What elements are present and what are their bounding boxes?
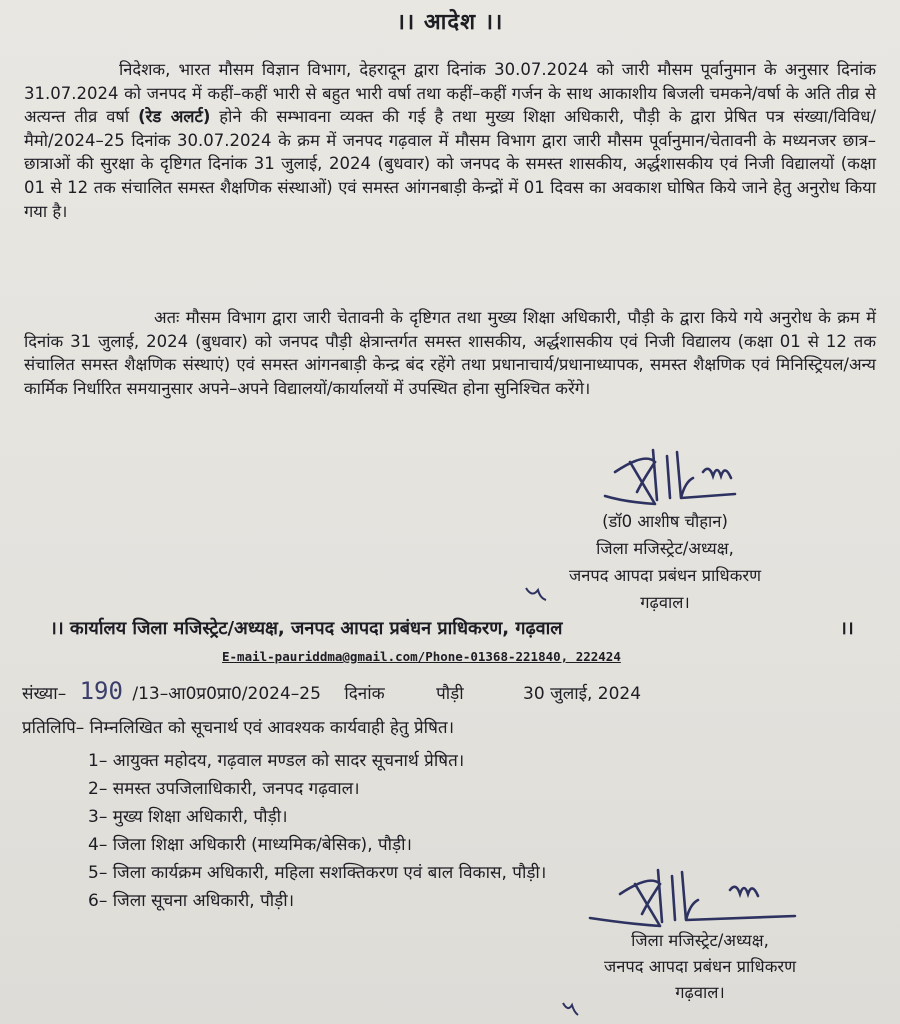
signature-2-initial-mark	[560, 1000, 580, 1020]
signature-2-block	[520, 928, 880, 1006]
red-alert-text: (रेड अलर्ट)	[138, 107, 211, 127]
copy-item: 3– मुख्य शिक्षा अधिकारी, पौड़ी।	[88, 807, 288, 827]
dispatch-reference: /13–आ0प्र0प्रा0/2024–25	[132, 684, 321, 704]
signatory-designation: जिला मजिस्ट्रेट/अध्यक्ष,	[631, 931, 769, 950]
signatory-designation: जिला मजिस्ट्रेट/अध्यक्ष,	[596, 539, 734, 558]
signatory-place: गढ़वाल।	[640, 593, 690, 612]
copy-item: 6– जिला सूचना अधिकारी, पौड़ी।	[88, 891, 295, 911]
office-contact: E-mail-pauriddma@gmail.com/Phone-01368-221840, 222424	[222, 649, 621, 664]
signature-1-image	[585, 442, 775, 512]
copy-item: 4– जिला शिक्षा अधिकारी (माध्यमिक/बेसिक), पौड़ी।	[88, 835, 412, 855]
order-paragraph-1	[24, 58, 876, 223]
paragraph-1-suffix: होने की सम्भावना व्यक्त की गई है तथा मुख्य शिक्षा अधिकारी, पौड़ी के द्वारा प्रेषित पत्र संख्या/विविध/मैमो/2024–25 दिनांक 30.07.2024 के क्रम में जनपद गढ़वाल में मौसम विभाग द्वारा जारी मौसम पूर्वानुमान/चेतावनी के मध्यनजर छात्र–छात्राओं की सुरक्षा के दृष्टिगत दिनांक 31 जुलाई, 2024 (बुधवार) को जनपद के समस्त शासकीय, अर्द्धशासकीय एवं निजी विद्यालयों (कक्षा 01 से 12 तक संचालित समस्त शैक्षणिक संस्थाओं) एवं समस्त आंगनबाड़ी केन्द्रों में 01 दिवस का अवकाश घोषित किये जाने हेतु अनुरोध किया गया है।	[24, 107, 876, 221]
signatory-authority: जनपद आपदा प्रबंधन प्राधिकरण	[568, 566, 762, 585]
dispatch-row	[22, 677, 642, 705]
dispatch-date: 30 जुलाई, 2024	[523, 684, 642, 704]
copy-item: 2– समस्त उपजिलाधिकारी, जनपद गढ़वाल।	[88, 779, 360, 799]
signatory-authority: जनपद आपदा प्रबंधन प्राधिकरण	[603, 957, 797, 976]
paragraph-1-prefix: निदेशक, भारत मौसम विज्ञान विभाग, देहरादून द्वारा दिनांक 30.07.2024 को जारी मौसम पूर्वानुमान के अनुसार दिनांक 31.07.2024 को जनपद में कहीं–कहीं भारी से बहुत भारी वर्षा तथा कहीं–कहीं गर्जन के साथ आकाशीय बिजली चमकने/वर्षा के अति तीव्र से अत्यन्त तीव्र वर्षा	[24, 60, 876, 127]
signatory-place: गढ़वाल।	[675, 983, 725, 1002]
copy-intro: प्रतिलिपि– निम्नलिखित को सूचनार्थ एवं आवश्यक कार्यवाही हेतु प्रेषित।	[22, 718, 455, 738]
signature-1-initial-mark	[522, 584, 552, 604]
dispatch-place: पौड़ी	[436, 684, 464, 704]
copy-item: 1– आयुक्त महोदय, गढ़वाल मण्डल को सादर सूचनार्थ प्रेषित।	[88, 751, 465, 771]
order-paragraph-2: अतः मौसम विभाग द्वारा जारी चेतावनी के दृष्टिगत तथा मुख्य शिक्षा अधिकारी, पौड़ी के द्वारा किये गये अनुरोध के क्रम में दिनांक 31 जुलाई, 2024 (बुधवार) को जनपद पौड़ी क्षेत्रान्तर्गत समस्त शासकीय, अर्द्धशासकीय एवं निजी विद्यालय (कक्षा 01 से 12 तक संचालित समस्त शैक्षणिक संस्थाएं) एवं समस्त आंगनबाड़ी केन्द्र बंद रहेंगे तथा प्रधानाचार्य/प्रधानाध्यापक, समस्त शैक्षणिक एवं मिनिस्ट्रियल/अन्य कार्मिक निर्धारित समयानुसार अपने–अपने विद्यालयों/कार्यालयों में उपस्थित होना सुनिश्चित करेंगे।	[24, 308, 876, 398]
order-heading: ।। आदेश ।।	[396, 10, 504, 35]
dispatch-label: संख्या–	[22, 684, 67, 704]
signatory-name: (डॉ0 आशीष चौहान)	[602, 512, 728, 531]
signature-2-image	[580, 860, 810, 935]
dispatch-number: 190	[79, 677, 123, 705]
copy-item: 5– जिला कार्यक्रम अधिकारी, महिला सशक्तिकरण एवं बाल विकास, पौड़ी।	[88, 863, 547, 883]
office-title: ।। कार्यालय जिला मजिस्ट्रेट/अध्यक्ष, जनपद आपदा प्रबंधन प्राधिकरण, गढ़वाल	[50, 618, 563, 639]
dispatch-date-label: दिनांक	[344, 684, 385, 704]
office-title-end-marks: ।।	[840, 618, 854, 639]
